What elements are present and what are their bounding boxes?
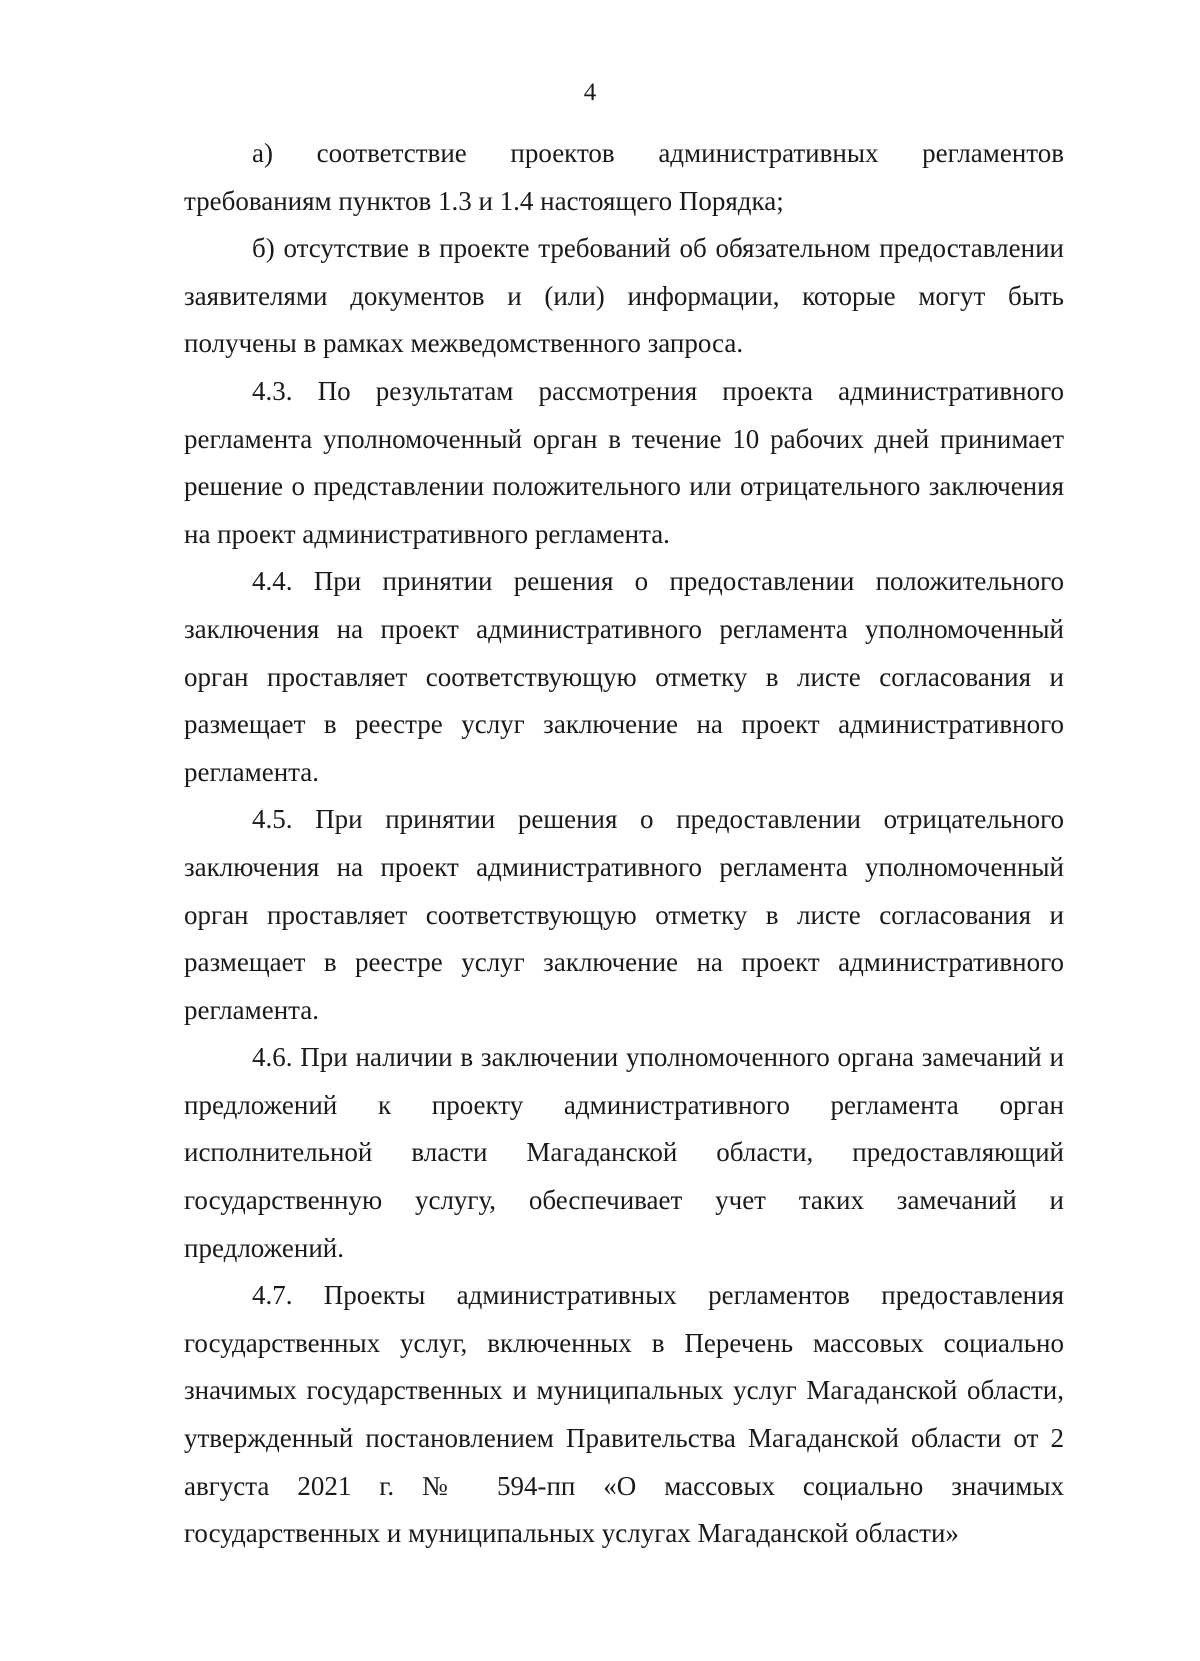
document-body [184, 130, 1064, 1558]
paragraph-4-4: 4.4. При принятии решения о предоставлении положительного заключения на проект административного регламента уполномоченный орган проставляет соответствующую отметку в листе согласования и размещает в реестре услуг заключение на проект административного регламента. [184, 566, 1064, 787]
paragraph-4-3: 4.3. По результатам рассмотрения проекта административного регламента уполномоченный орган в течение 10 рабочих дней принимает решение о представлении положительного или отрицательного заключения на проект административного регламента. [184, 375, 1064, 549]
page-number: 4 [583, 79, 597, 106]
paragraph-4-6: 4.6. При наличии в заключении уполномоченного органа замечаний и предложений к проекту административного регламента орган исполнительной власти Магаданской области, предоставляющий государственную услугу, обеспечивает учет таких замечаний и предложений. [184, 1042, 1064, 1263]
paragraph-4-5: 4.5. При принятии решения о предоставлении отрицательного заключения на проект административного регламента уполномоченный орган проставляет соответствующую отметку в листе согласования и размещает в реестре услуг заключение на проект административного регламента. [184, 804, 1064, 1025]
paragraph-a: а) соответствие проектов административных регламентов требованиям пунктов 1.3 и 1.4 настоящего Порядка; [184, 138, 1064, 216]
paragraph-4-7: 4.7. Проекты административных регламентов предоставления государственных услуг, включенных в Перечень массовых социально значимых государственных и муниципальных услуг Магаданской области, утвержденный постановлением Правительства Магаданской области от 2 августа 2021 г. № 594-пп «О массовых социально значимых государственных и муниципальных услугах Магаданской области» [184, 1280, 1064, 1549]
paragraph-b: б) отсутствие в проекте требований об обязательном предоставлении заявителями документов и (или) информации, которые могут быть получены в рамках межведомственного запроса. [184, 233, 1064, 359]
